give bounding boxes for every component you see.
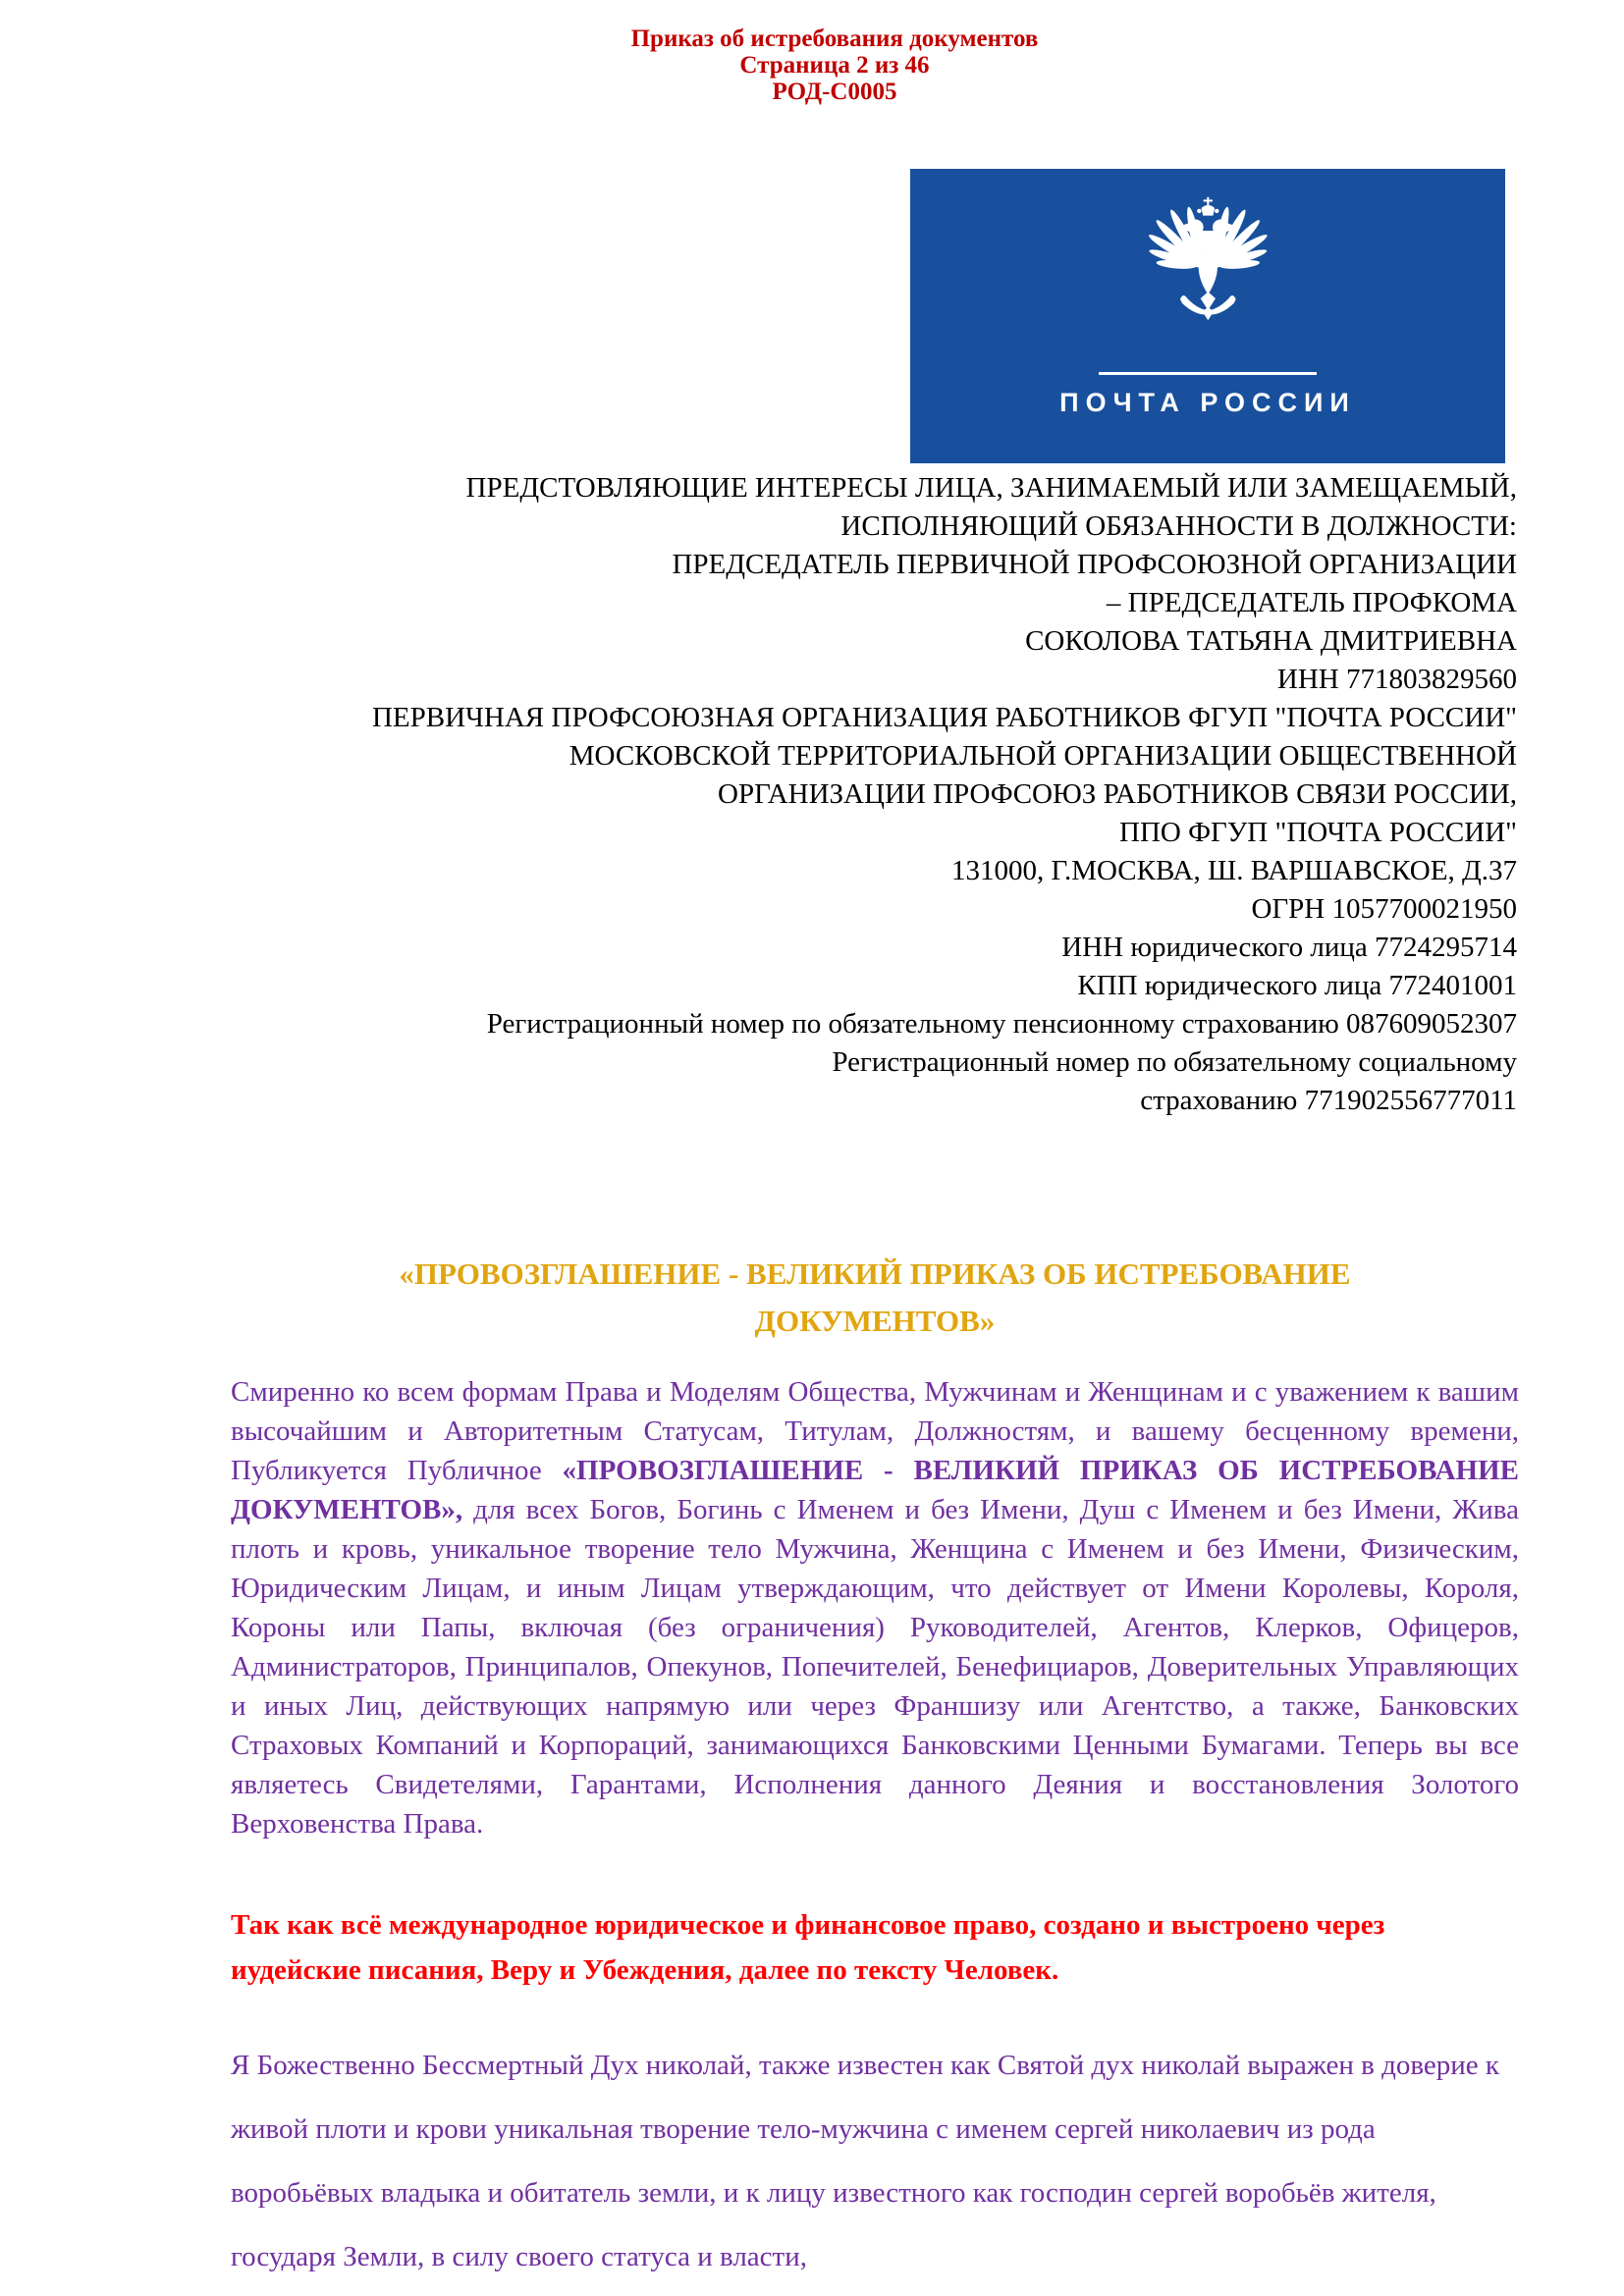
organization-info-block [113, 469, 1517, 1120]
org-info-line: 131000, Г.МОСКВА, Ш. ВАРШАВСКОЕ, Д.37 [950, 855, 1517, 886]
declaration-text-lead: Смиренно ко всем формам Права и Моделям Общества, Мужчинам и Женщинам и с уважением к вашим высочайшим и Авторитетным Статусам, Титулам, Должностям, и вашему бесценному времени, Публикуется Публичное [231, 1376, 1519, 1486]
org-info-line: ИНН 771803829560 [1276, 664, 1517, 695]
declaration-text-tail: для всех Богов, Богинь с Именем и без Имени, Душ с Именем и без Имени, Жива плоть и кровь, уникальное творение тело Мужчина, Женщина с Именем и без Имени, Физическим, Юридическим Лицам, и иным Лицам утверждающим, что действует от Имени Королевы, Короля, Короны или Папы, включая (без ограничения) Руководителей, Агентов, Клерков, Офицеров, Администраторов, Принципалов, Опекунов, Попечителей, Бенефициаров, Доверительных Управляющих и иных Лиц, действующих напрямую или через Франшизу или Агентство, а также, Банковских Страховых Компаний и Корпораций, занимающихся Банковскими Ценными Бумагами. Теперь вы все являетесь Свидетелями, Гарантами, Исполнения данного Деяния и восстановления Золотого Верховенства Права. [231, 1494, 1519, 1840]
declaration-paragraph [231, 1372, 1519, 1843]
document-code: РОД-С0005 [772, 79, 897, 105]
org-info-line: КПП юридического лица 772401001 [1077, 970, 1517, 1001]
org-info-line: страхованию 771902556777011 [1140, 1085, 1517, 1116]
document-header [45, 26, 1624, 105]
org-info-line: МОСКОВСКОЙ ТЕРРИТОРИАЛЬНОЙ ОРГАНИЗАЦИИ ОБЩЕСТВЕННОЙ [568, 740, 1517, 772]
logo-divider [1099, 372, 1317, 375]
proclamation-title-text: «ПРОВОЗГЛАШЕНИЕ - ВЕЛИКИЙ ПРИКАЗ ОБ ИСТРЕБОВАНИЕ ДОКУМЕНТОВ» [399, 1256, 1351, 1338]
document-title: Приказ об истребования документов [630, 26, 1039, 52]
org-info-line: ИНН юридического лица 7724295714 [1061, 932, 1517, 963]
declarant-paragraph: Я Божественно Бессмертный Дух николай, также известен как Святой дух николай выражен в доверие к живой плоти и крови уникальная творение тело-мужчина с именем сергей николаевич из рода воробьёвых владыка и обитатель земли, и к лицу известного как господин сергей воробьёв жителя, государя Земли, в силу своего статуса и власти, [231, 2050, 1499, 2272]
declaration-text-emphasis: «ПРОВОЗГЛАШЕНИЕ - ВЕЛИКИЙ ПРИКАЗ ОБ ИСТРЕБОВАНИЕ ДОКУМЕНТОВ», [231, 1455, 1519, 1525]
red-statement-paragraph: Так как всё международное юридическое и финансовое право, создано и выстроено через иудейские писания, Веру и Убеждения, далее по тексту Человек. [231, 1909, 1385, 1986]
double-headed-eagle-icon [1108, 196, 1309, 355]
org-info-line: ОГРН 1057700021950 [1251, 893, 1517, 925]
org-info-line: ППО ФГУП "ПОЧТА РОССИИ" [1119, 817, 1517, 848]
org-info-line: ПЕРВИЧНАЯ ПРОФСОЮЗНАЯ ОРГАНИЗАЦИЯ РАБОТНИКОВ ФГУП "ПОЧТА РОССИИ" [371, 702, 1517, 733]
russian-post-logo [910, 169, 1505, 463]
org-info-line: ПРЕДСЕДАТЕЛЬ ПЕРВИЧНОЙ ПРОФСОЮЗНОЙ ОРГАНИЗАЦИИ [672, 549, 1517, 580]
proclamation-title [231, 1251, 1519, 1345]
org-info-line: ИСПОЛНЯЮЩИЙ ОБЯЗАННОСТИ В ДОЛЖНОСТИ: [840, 510, 1517, 542]
logo-brand-text: ПОЧТА РОССИИ [1059, 388, 1356, 417]
org-info-line: ОРГАНИЗАЦИИ ПРОФСОЮЗ РАБОТНИКОВ СВЯЗИ РОССИИ, [718, 778, 1517, 810]
page-number: Страница 2 из 46 [739, 52, 930, 79]
org-info-line: Регистрационный номер по обязательному социальному [832, 1046, 1517, 1078]
org-info-line: СОКОЛОВА ТАТЬЯНА ДМИТРИЕВНА [1025, 625, 1517, 657]
org-info-line: ПРЕДСТОВЛЯЮЩИЕ ИНТЕРЕСЫ ЛИЦА, ЗАНИМАЕМЫЙ ИЛИ ЗАМЕЩАЕМЫЙ, [465, 472, 1517, 504]
org-info-line: – ПРЕДСЕДАТЕЛЬ ПРОФКОМА [1106, 587, 1517, 618]
org-info-line: Регистрационный номер по обязательному пенсионному страхованию 087609052307 [486, 1008, 1517, 1040]
